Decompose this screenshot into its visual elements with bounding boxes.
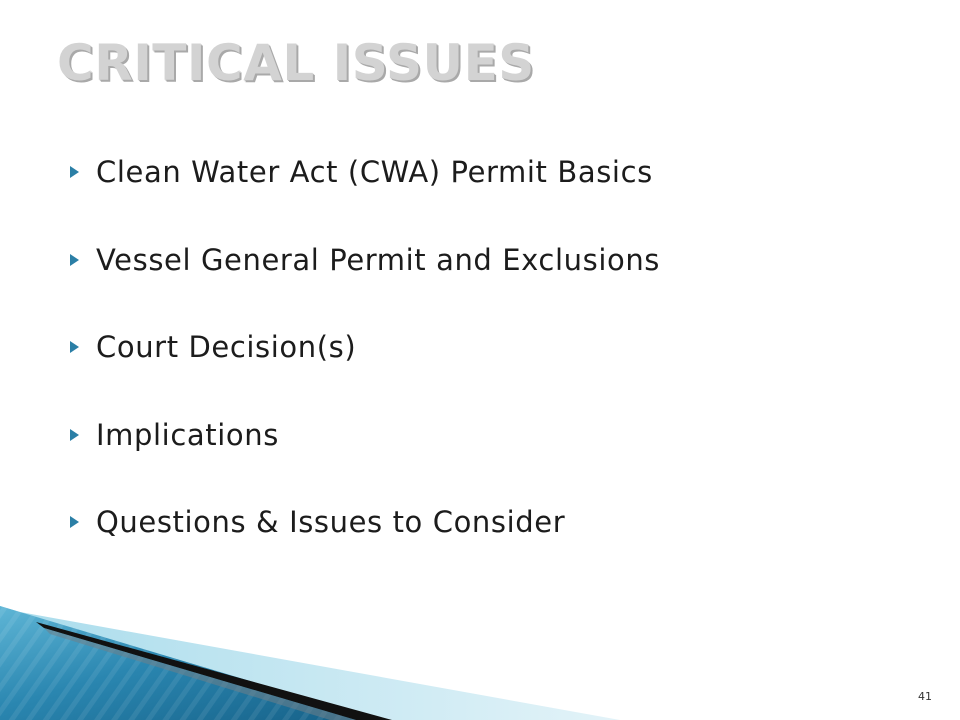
page-number: 41 [918,690,932,703]
bullet-text: Clean Water Act (CWA) Permit Basics [96,155,653,189]
bullet-text: Vessel General Permit and Exclusions [96,242,661,277]
slide-title: CRITICAL ISSUES [57,34,535,92]
bullet-text: Questions & Issues to Consider [96,505,566,539]
bullet-text: Implications [96,417,279,452]
bullet-text: Court Decision(s) [96,330,357,364]
